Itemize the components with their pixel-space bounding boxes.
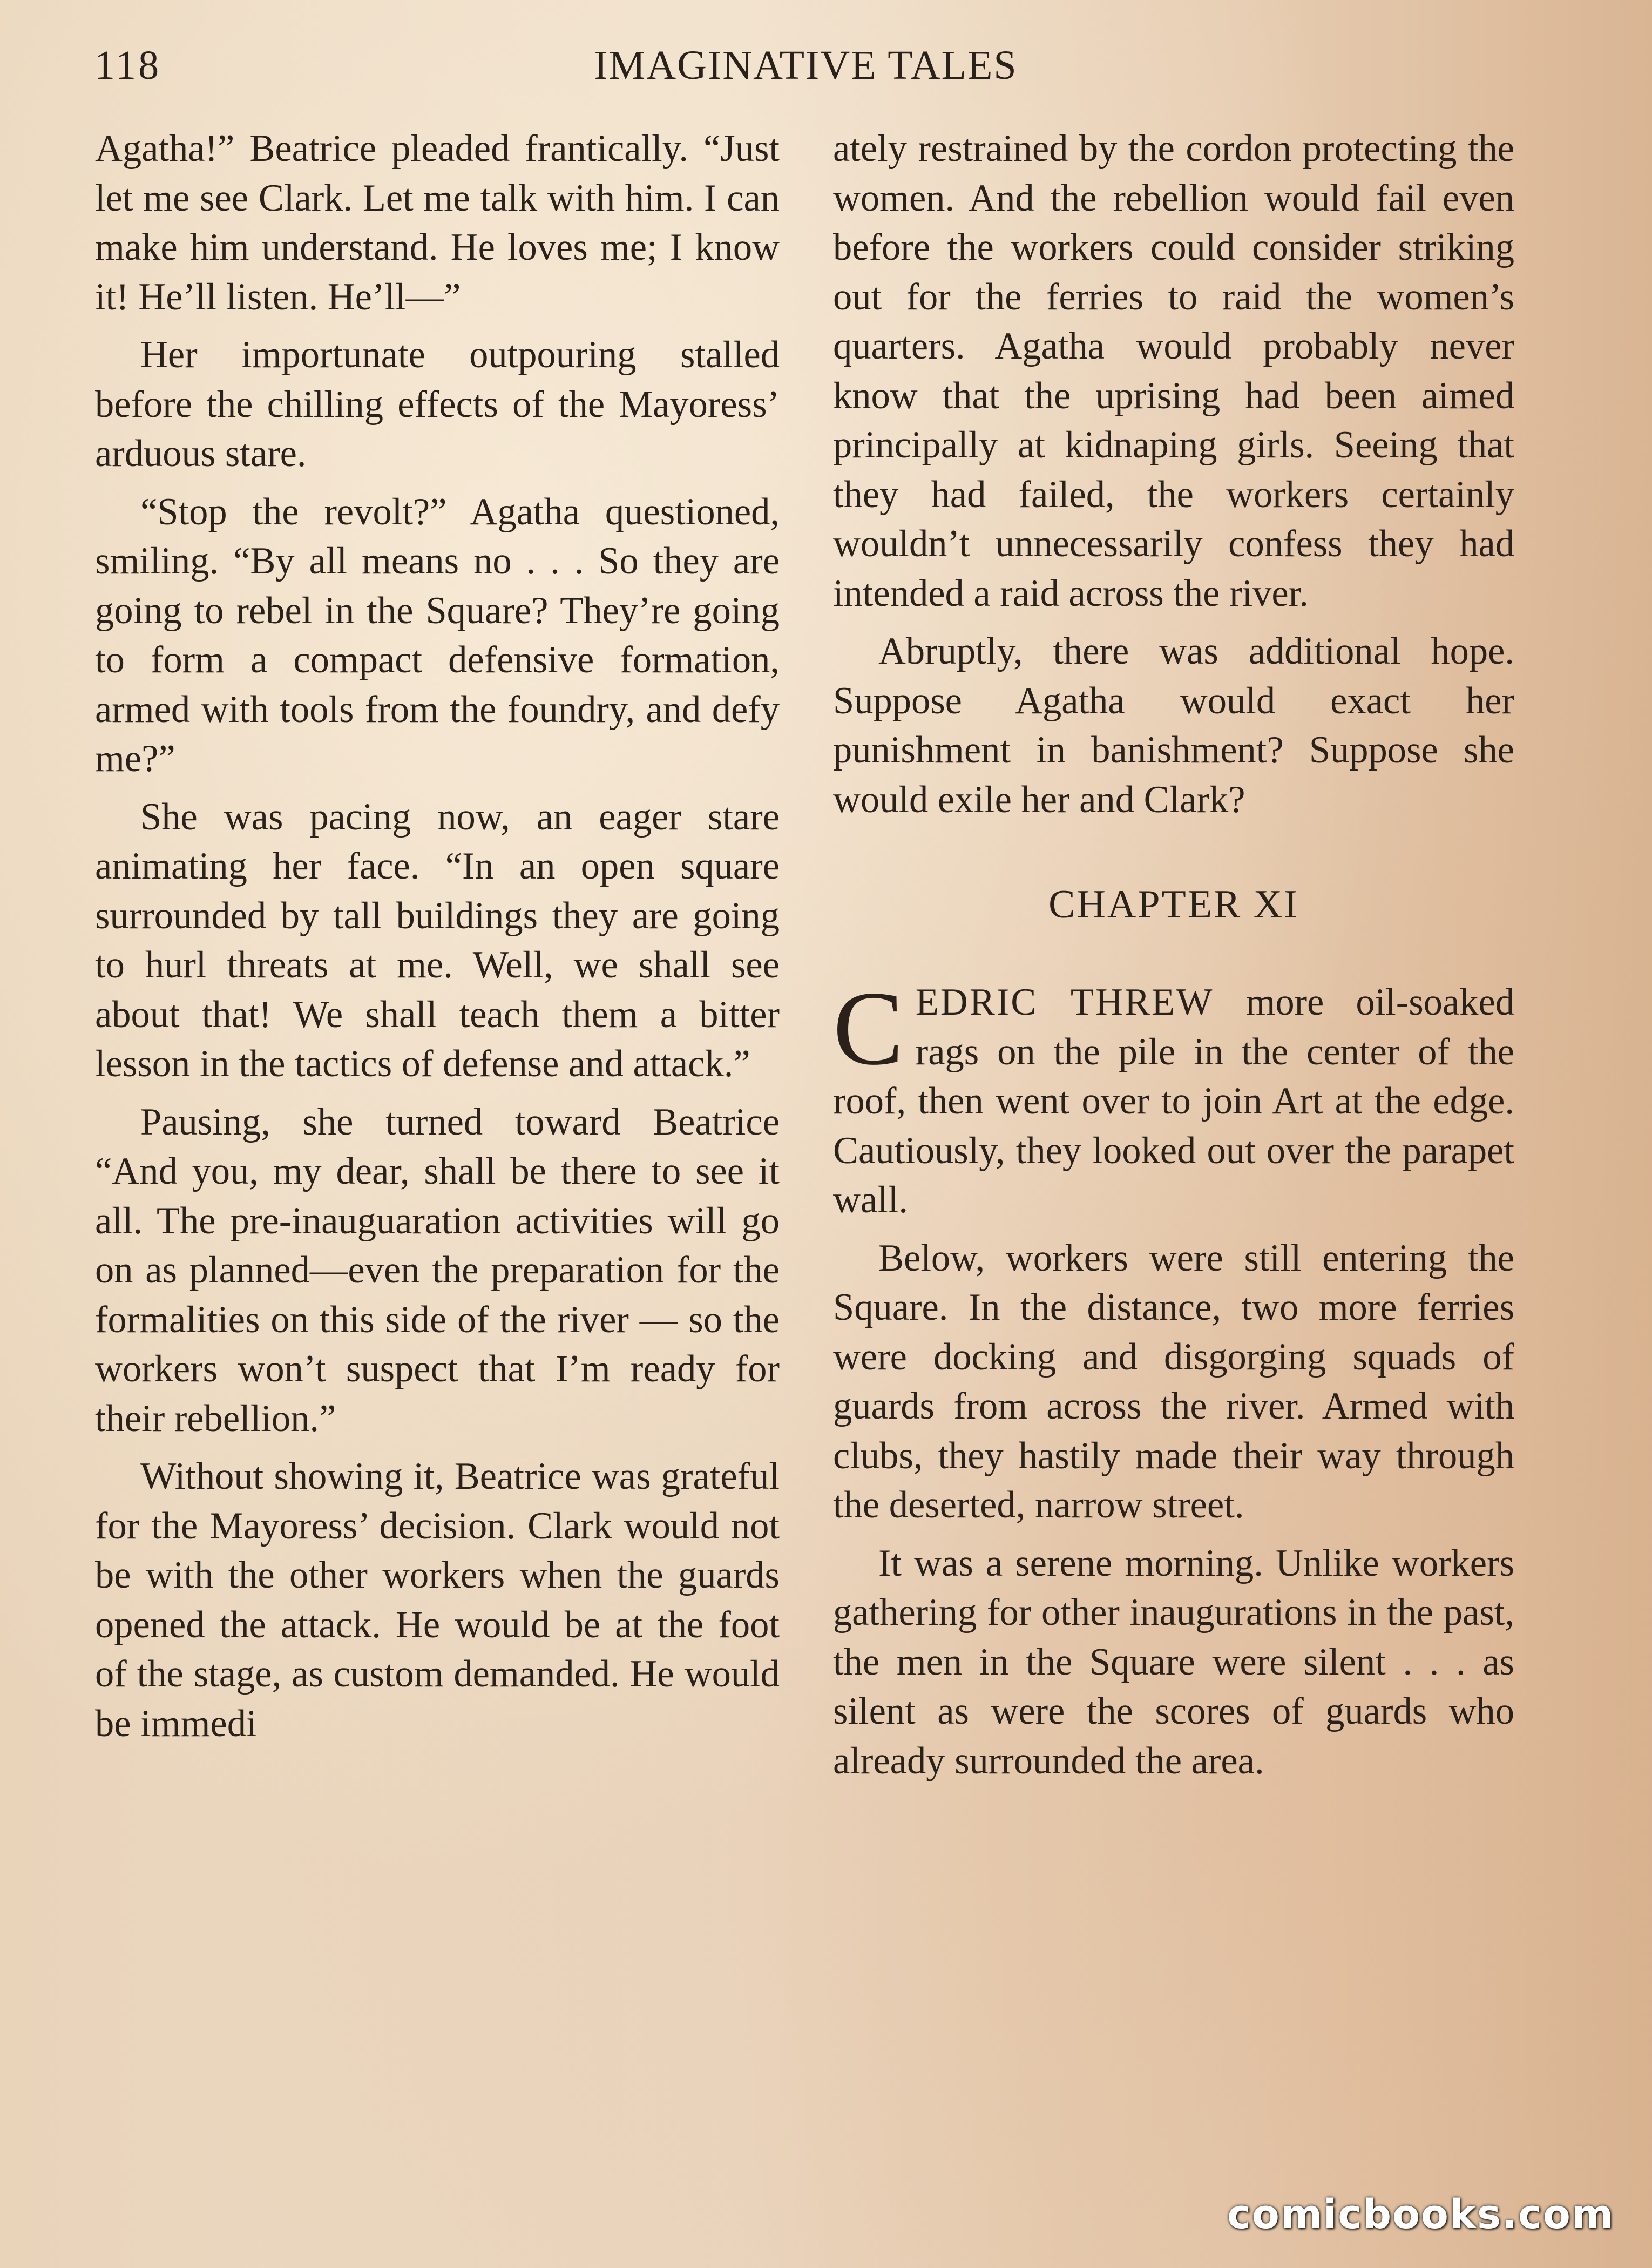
paragraph: Her importunate outpouring stalled before the chilling effects of the Mayoress’ arduous stare. bbox=[95, 334, 780, 475]
opening-smallcaps: EDRIC THREW bbox=[915, 981, 1214, 1023]
paragraph: Below, workers were still entering the Square. In the distance, two more ferries were docking and disgorging squads of guards from across the river. Armed with clubs, they hastily made their way through the deserted, narrow street. bbox=[833, 1237, 1514, 1526]
drop-cap: C bbox=[833, 970, 904, 1087]
paragraph: Agatha!” Beatrice pleaded frantically. “Just let me see Clark. Let me talk with him. I can make him understand. He loves me; I know it! He’ll listen. He’ll—” bbox=[95, 127, 780, 318]
page-number: 118 bbox=[94, 43, 161, 88]
chapter-opening-paragraph bbox=[833, 970, 1514, 1225]
left-column bbox=[95, 124, 780, 1757]
paragraph: It was a serene morning. Unlike workers gathering for other inaugurations in the past, the men in the Square were silent . . . as silent as were the scores of guards who already surrounded the area. bbox=[833, 1542, 1514, 1782]
chapter-heading: CHAPTER XI bbox=[1048, 882, 1299, 927]
paragraph: “Stop the revolt?” Agatha questioned, smiling. “By all means no . . . So they are going to rebel in the Square? They’re going to form a compact defensive formation, armed with tools from the foundry, and defy me?” bbox=[95, 490, 780, 780]
paragraph: Without showing it, Beatrice was grateful for the Mayoress’ decision. Clark would not be with the other workers when the guards opened the attack. He would be at the foot of the stage, as custom demanded. He would be immedi bbox=[95, 1455, 780, 1745]
paragraph: Pausing, she turned toward Beatrice “And you, my dear, shall be there to see it all. The pre-inauguaration activities will go on as planned—even the preparation for the formalities on this side of the river — so the workers won’t suspect that I’m ready for their rebellion.” bbox=[95, 1101, 780, 1440]
right-column bbox=[833, 124, 1514, 1794]
opening-text: more oil-soaked rags on the pile in the center of the roof, then went over to join Art at the edge. Cautiously, they looked out over the parapet wall. bbox=[833, 981, 1514, 1221]
page-header bbox=[94, 42, 1517, 102]
paragraph: She was pacing now, an eager stare animating her face. “In an open square surrounded by tall buildings they are going to hurl threats at me. Well, we shall see about that! We shall teach them a bitter lesson in the tactics of defense and attack.” bbox=[95, 795, 780, 1085]
paragraph: ately restrained by the cordon protecting the women. And the rebellion would fail even before the workers could consider striking out for the ferries to raid the women’s quarters. Agatha would probably never know that the uprising had been aimed principally at kidnaping girls. Seeing that they had failed, the workers certainly wouldn’t unnecessarily confess they had intended a raid across the river. bbox=[833, 127, 1514, 615]
paragraph: Abruptly, there was additional hope. Suppose Agatha would exact her punishment in banishment? Suppose she would exile her and Clark? bbox=[833, 630, 1514, 821]
watermark: comicbooks.com bbox=[1227, 2191, 1614, 2238]
running-title: IMAGINATIVE TALES bbox=[594, 43, 1018, 88]
